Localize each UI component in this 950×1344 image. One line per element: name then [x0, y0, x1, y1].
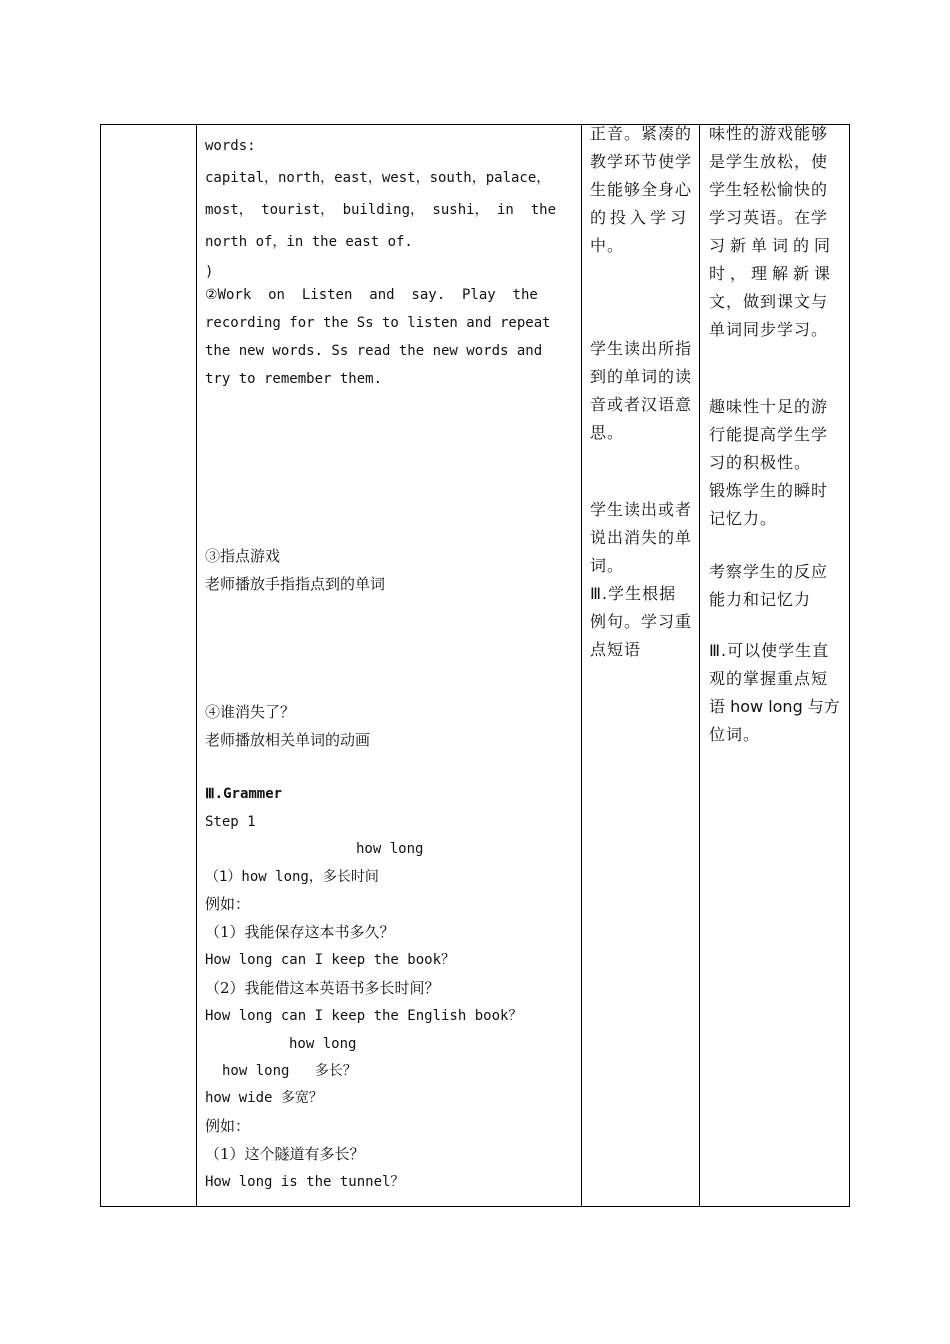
text-line: 到的单词的读: [590, 367, 693, 386]
text-line: Ⅲ.学生根据: [590, 584, 677, 603]
text-line: most， tourist， building， sushi， in the: [205, 202, 557, 218]
column-divider-3: [699, 125, 700, 1206]
text-line: 教学环节使学: [590, 152, 693, 171]
text-line: recording for the Ss to listen and repeat: [205, 315, 551, 331]
text-line: 语 how long 与方: [709, 697, 840, 716]
text-line: How long can I keep the book？: [205, 952, 456, 968]
text-line: 例如：: [205, 895, 251, 913]
text-line: 正音。紧凑的: [590, 125, 693, 143]
text-line: Ⅲ.可以使学生直: [709, 641, 830, 660]
text-line: 中。: [590, 236, 625, 255]
text-line: 词。: [590, 556, 625, 575]
text-line: How long can I keep the English book？: [205, 1008, 523, 1024]
teaching-content-cell: [205, 125, 573, 1206]
text-line: （1）我能保存这本书多久？: [205, 923, 395, 941]
text-line: ④谁消失了？: [205, 703, 296, 721]
text-line: 的投入学习: [590, 208, 691, 227]
text-line: How long is the tunnel？: [205, 1174, 405, 1190]
text-line: 考察学生的反应: [709, 562, 829, 581]
text-line: （2）我能借这本英语书多长时间？: [205, 979, 440, 997]
text-line: 记忆力。: [709, 509, 778, 528]
text-line: how long: [356, 841, 424, 857]
text-line: 文，做到课文与: [709, 292, 829, 311]
text-line: the new words. Ss read the new words and: [205, 343, 543, 359]
text-line: 是学生放松，使: [709, 152, 829, 171]
text-line: north of，in the east of.: [205, 234, 413, 250]
student-activity-cell: [590, 125, 693, 1206]
text-line: （1）how long，多长时间: [205, 869, 379, 885]
text-line: 味性的游戏能够: [709, 125, 829, 143]
text-line: 单词同步学习。: [709, 320, 829, 339]
text-line: 观的掌握重点短: [709, 669, 829, 688]
column-divider-1: [196, 125, 197, 1206]
text-line: capital，north，east，west，south，palace，: [205, 170, 551, 186]
text-line: 音或者汉语意: [590, 395, 693, 414]
text-line: 说出消失的单: [590, 528, 693, 547]
text-line: Step 1: [205, 814, 256, 830]
text-line: 学生读出所指: [590, 339, 693, 358]
text-line: 时，理解新课: [709, 264, 836, 283]
text-line: 学生轻松愉快的: [709, 180, 829, 199]
text-line: 例句。学习重: [590, 612, 693, 631]
text-line: 习的积极性。: [709, 453, 812, 472]
section-heading: Ⅲ.Grammer: [205, 786, 283, 802]
text-line: words:: [205, 138, 256, 154]
text-line: 行能提高学生学: [709, 425, 829, 444]
column-divider-2: [581, 125, 582, 1206]
text-line: 老师播放相关单词的动画: [205, 731, 371, 749]
text-line: 位词。: [709, 725, 761, 744]
text-line: how wide 多宽？: [205, 1090, 323, 1106]
text-line: 老师播放手指指点到的单词: [205, 575, 386, 593]
text-line: 锻炼学生的瞬时: [709, 481, 829, 500]
column-1-cell: [101, 125, 196, 1206]
design-intent-cell: [709, 125, 845, 1206]
text-line: 思。: [590, 423, 625, 442]
text-line: ③指点游戏: [205, 547, 281, 565]
text-line: how long: [289, 1036, 357, 1052]
text-line: 例如：: [205, 1117, 251, 1135]
text-line: 点短语: [590, 640, 642, 659]
text-line: 学生读出或者: [590, 500, 693, 519]
text-line: 趣味性十足的游: [709, 397, 829, 416]
text-line: ): [205, 264, 214, 280]
text-line: （1）这个隧道有多长？: [205, 1145, 365, 1163]
text-line: ②Work on Listen and say. Play the: [205, 287, 538, 303]
text-line: 能力和记忆力: [709, 590, 812, 609]
text-line: 学习英语。在学: [709, 208, 829, 227]
lesson-plan-table: [100, 124, 850, 1207]
text-line: 生能够全身心: [590, 180, 693, 199]
text-line: 习新单词的同: [709, 236, 836, 255]
text-line: try to remember them.: [205, 371, 383, 387]
text-line: how long 多长？: [222, 1063, 357, 1079]
